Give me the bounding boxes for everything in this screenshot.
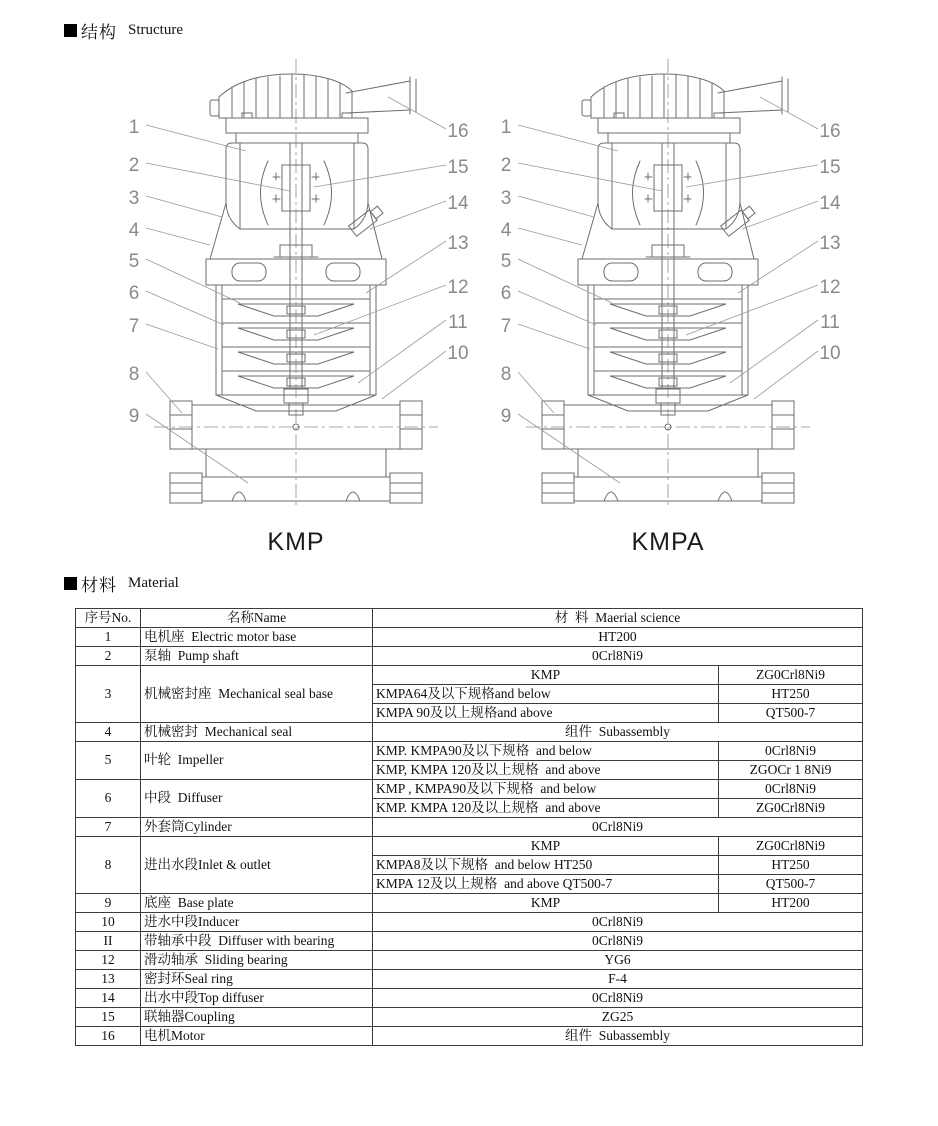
table-header-row <box>76 609 863 628</box>
table-row <box>76 666 863 685</box>
table-row <box>76 818 863 837</box>
cell-name: 机械密封 Mechanical seal <box>141 723 373 742</box>
header-material: 材 料 Maerial science <box>373 609 863 628</box>
cell-spec: KMP. KMPA90及以下规格 and below <box>373 742 719 761</box>
cell-material: HT200 <box>719 894 863 913</box>
cell-material: HT250 <box>719 685 863 704</box>
cell-name: 进水中段Inducer <box>141 913 373 932</box>
cell-name: 电机座 Electric motor base <box>141 628 373 647</box>
cell-material: 0Crl8Ni9 <box>373 818 863 837</box>
cell-material: F-4 <box>373 970 863 989</box>
cell-name: 电机Motor <box>141 1027 373 1046</box>
material-title-en: Material <box>128 575 179 591</box>
cell-spec: KMPA8及以下规格 and below HT250 <box>373 856 719 875</box>
cell-name: 带轴承中段 Diffuser with bearing <box>141 932 373 951</box>
cell-name: 中段 Diffuser <box>141 780 373 818</box>
black-square-icon <box>64 577 77 590</box>
material-title-zh: 材料 <box>81 576 117 595</box>
cell-spec: KMP <box>373 666 719 685</box>
cell-no: 4 <box>76 723 141 742</box>
table-row <box>76 1027 863 1046</box>
cell-name: 外套筒Cylinder <box>141 818 373 837</box>
cell-material: ZG0Crl8Ni9 <box>719 666 863 685</box>
cell-no: 2 <box>76 647 141 666</box>
cell-material: 0Crl8Ni9 <box>373 913 863 932</box>
table-row <box>76 913 863 932</box>
cell-spec: KMP. KMPA 120及以上规格 and above <box>373 799 719 818</box>
kmpa-diagram <box>478 53 858 557</box>
table-row <box>76 951 863 970</box>
cell-spec: KMPA64及以下规格and below <box>373 685 719 704</box>
header-no: 序号No. <box>76 609 141 628</box>
cell-name: 滑动轴承 Sliding bearing <box>141 951 373 970</box>
cell-name: 底座 Base plate <box>141 894 373 913</box>
table-row <box>76 780 863 799</box>
table-row <box>76 837 863 856</box>
cell-spec: KMP, KMPA 120及以上规格 and above <box>373 761 719 780</box>
structure-section-header <box>64 18 938 43</box>
kmpa-label: KMPA <box>631 528 705 556</box>
cell-no: 16 <box>76 1027 141 1046</box>
cell-spec: KMPA 12及以上规格 and above QT500-7 <box>373 875 719 894</box>
pump-diagrams <box>0 53 938 557</box>
structure-title-en: Structure <box>128 22 183 38</box>
cell-material: HT200 <box>373 628 863 647</box>
cell-material: 组件 Subassembly <box>373 1027 863 1046</box>
table-row <box>76 723 863 742</box>
cell-no: 15 <box>76 1008 141 1027</box>
structure-title-zh: 结构 <box>81 23 117 42</box>
cell-material: ZG25 <box>373 1008 863 1027</box>
material-table <box>75 608 863 1046</box>
cell-no: 8 <box>76 837 141 894</box>
header-name: 名称Name <box>141 609 373 628</box>
cell-material: 0Crl8Ni9 <box>719 780 863 799</box>
table-row <box>76 647 863 666</box>
cell-material: ZG0Crl8Ni9 <box>719 837 863 856</box>
cell-material: 组件 Subassembly <box>373 723 863 742</box>
table-row <box>76 1008 863 1027</box>
cell-name: 机械密封座 Mechanical seal base <box>141 666 373 723</box>
cell-no: 13 <box>76 970 141 989</box>
cell-spec: KMP <box>373 837 719 856</box>
black-square-icon <box>64 24 77 37</box>
cell-material: ZG0Crl8Ni9 <box>719 799 863 818</box>
table-row <box>76 742 863 761</box>
cell-no: 3 <box>76 666 141 723</box>
material-section-header <box>64 571 938 596</box>
cell-material: ZGOCr 1 8Ni9 <box>719 761 863 780</box>
kmp-label: KMP <box>267 528 325 556</box>
cell-material: HT250 <box>719 856 863 875</box>
table-row <box>76 970 863 989</box>
cell-name: 出水中段Top diffuser <box>141 989 373 1008</box>
cell-no: 9 <box>76 894 141 913</box>
cell-no: 12 <box>76 951 141 970</box>
table-row <box>76 932 863 951</box>
cell-name: 泵轴 Pump shaft <box>141 647 373 666</box>
cell-material: 0Crl8Ni9 <box>373 932 863 951</box>
cell-name: 联轴器Coupling <box>141 1008 373 1027</box>
cell-no: 6 <box>76 780 141 818</box>
cell-material: QT500-7 <box>719 704 863 723</box>
cell-material: QT500-7 <box>719 875 863 894</box>
cell-no: 7 <box>76 818 141 837</box>
kmp-diagram <box>106 53 486 557</box>
cell-no: II <box>76 932 141 951</box>
cell-material: 0Crl8Ni9 <box>373 647 863 666</box>
cell-spec: KMPA 90及以上规格and above <box>373 704 719 723</box>
kmpa-pump-drawing <box>478 53 858 523</box>
cell-no: 5 <box>76 742 141 780</box>
cell-material: 0Crl8Ni9 <box>373 989 863 1008</box>
table-row <box>76 894 863 913</box>
cell-spec: KMP <box>373 894 719 913</box>
cell-material: YG6 <box>373 951 863 970</box>
table-row <box>76 989 863 1008</box>
cell-name: 进出水段Inlet & outlet <box>141 837 373 894</box>
kmp-pump-drawing <box>106 53 486 523</box>
cell-no: 1 <box>76 628 141 647</box>
cell-spec: KMP , KMPA90及以下规格 and below <box>373 780 719 799</box>
cell-no: 14 <box>76 989 141 1008</box>
cell-material: 0Crl8Ni9 <box>719 742 863 761</box>
cell-name: 密封环Seal ring <box>141 970 373 989</box>
cell-name: 叶轮 Impeller <box>141 742 373 780</box>
cell-no: 10 <box>76 913 141 932</box>
table-row <box>76 628 863 647</box>
